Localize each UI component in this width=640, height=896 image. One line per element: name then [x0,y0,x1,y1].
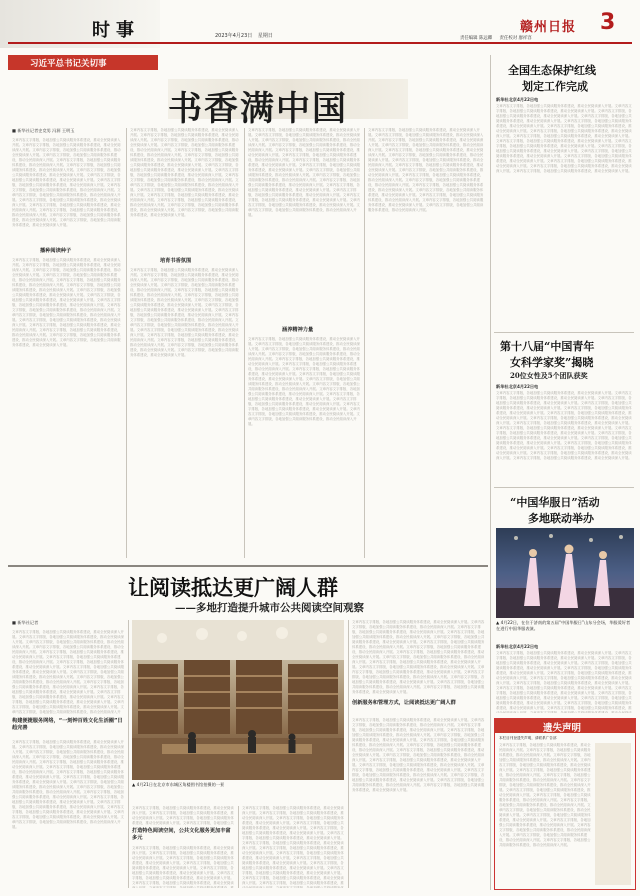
women-scientist-title-line1: 第十八届“中国青年 [500,340,595,353]
right-rule-1 [494,332,634,333]
column-tag-text: 习近平总书记关切事 [30,59,107,69]
feature-byline-text: 新华社记者史竞男 冯源 王明玉 [17,128,75,133]
feature-col-1-a [12,138,122,244]
masthead-credits [460,35,532,41]
issue-date: 2023年4月23日 [215,33,253,39]
women-scientist-body [496,391,634,481]
hanfu-photo-caption [496,620,634,642]
section-title: 时事 [92,20,140,41]
eco-redline-body [496,104,634,326]
library-photo [132,620,344,780]
byline-marker: ■ [12,620,16,625]
hanfu-photo [496,528,634,618]
eco-redline-title-line2: 划定工作完成 [522,80,588,93]
hanfu-day-title-line2: 多地联动举办 [528,512,594,525]
feature-divider-2 [244,128,245,558]
lost-notice-header [495,719,635,733]
second-col-2-a [132,806,234,826]
hanfu-photo-scene [496,528,634,618]
page-number: 3 [600,10,616,35]
second-article-subtitle: ——多地打造提升城市公共阅读空间观察 [175,602,364,614]
date-line [215,32,273,39]
feature-divider-3 [364,128,365,558]
feature-col-1-b [12,258,122,558]
second-article-rule [8,565,488,567]
right-rule-2 [494,487,634,488]
women-scientist-title-line2: 女科学家奖”揭晓 [510,356,594,369]
lost-notice-ad-panel [595,743,631,885]
feature-byline [12,128,74,134]
second-col-4-a [352,620,486,696]
feature-col-3-b [248,337,360,558]
masthead-rule [8,42,632,44]
byline-marker: ■ [12,128,16,133]
main-right-divider [490,55,491,890]
women-scientist-dateline: 新华社北京4月22日电 [496,384,539,389]
hanfu-day-title-line1: “中国华服日”活动 [510,496,600,509]
hanfu-dateline: 新华社北京4月22日电 [496,644,539,649]
feature-subhead-2: 培育书香氛围 [160,258,192,264]
second-divider-2 [238,806,239,888]
feature-subhead-1: 播种阅读种子 [40,248,72,254]
second-subhead-1: 构建便捷服务网络，“一刻钟百姓文化生活圈”日趋完善 [12,718,123,731]
second-subhead-2: 打造特色阅读空间，公共文化服务更加丰富多元 [132,828,231,841]
lost-notice-label: 本栏目刊登遗失声明，请联系广告部 [499,736,557,740]
feature-col-2-b [130,268,240,558]
eco-redline-dateline: 新华社北京4月22日电 [496,97,539,102]
feature-divider-1 [126,128,127,558]
second-divider-1 [128,620,129,888]
newspaper-logo: 赣州日报 [520,20,577,35]
editor-credit: 责任编辑 陈远卿 [460,36,493,41]
second-col-4-b [352,718,486,888]
caption-marker: ▲ [132,782,136,787]
second-byline-text: 新华社记者 [17,620,39,625]
feature-title-band [8,75,488,129]
library-photo-scene [132,620,344,780]
issue-weekday: 星期日 [257,33,273,39]
library-photo-caption-text: 4月21日在北京市东城区角楼图书馆拍摄的一景 [136,782,225,787]
masthead [0,0,640,50]
caption-marker: ▲ [496,620,500,625]
second-subhead-3: 创新服务和管理方式，让阅读抵达更广阔人群 [352,700,456,706]
second-col-2-b [132,846,234,888]
women-scientist-subtitle: 20位女性及5个团队获奖 [510,371,588,380]
lost-notice-title: 遗失声明 [543,723,582,734]
feature-col-3-a [248,128,360,324]
hanfu-body [496,651,634,713]
second-divider-3 [348,620,349,888]
proof-credit: 责任校对 廖祥容 [499,36,532,41]
hanfu-photo-caption-text: 4月22日，在位于济南的第五届“中国华服日”山东分会场，华服爱好者在进行中国华服表演。 [496,620,631,631]
feature-col-4 [368,128,484,558]
column-tag-banner [8,55,158,70]
second-article-title: 让阅读抵达更广阔人群 [128,575,338,600]
feature-subhead-3: 涵养精神力量 [282,327,314,333]
feature-title: 书香满中国 [168,89,348,129]
second-col-1-a [12,630,124,714]
lost-notice-box [494,718,636,890]
lost-notice-body [499,743,593,885]
feature-col-2-a [130,128,240,254]
second-col-3 [242,806,344,888]
library-photo-caption [132,782,344,804]
eco-redline-title-line1: 全国生态保护红线 [508,64,596,77]
second-col-1-b [12,740,124,888]
second-byline [12,620,38,626]
